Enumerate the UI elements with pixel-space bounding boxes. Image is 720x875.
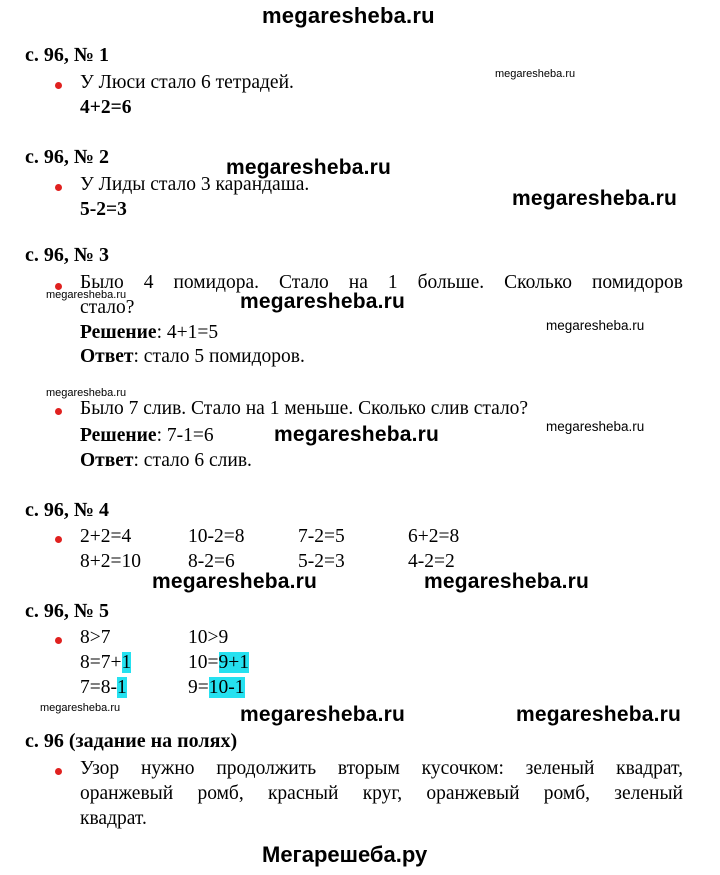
watermark-medium: megaresheba.ru	[546, 419, 645, 434]
section-2-text: У Лиды стало 3 карандаша.	[80, 174, 310, 195]
section-3-problem-2-solution: Решение: 7-1=6	[80, 425, 214, 446]
watermark-big: megaresheba.ru	[512, 187, 678, 210]
comparison-cell: 9=10-1	[188, 677, 245, 698]
equation-cell: 8-2=6	[188, 551, 235, 572]
comparison-cell: 8=7+1	[80, 652, 132, 673]
watermark-big: megaresheba.ru	[240, 290, 406, 313]
highlighted-answer: 1	[117, 677, 127, 698]
comparison-cell: 8>7	[80, 627, 111, 648]
footer-watermark: Мегарешеба.ру	[262, 842, 428, 867]
section-5-heading: с. 96, № 5	[25, 600, 109, 622]
equation-cell: 10-2=8	[188, 526, 245, 547]
watermark-small: megaresheba.ru	[46, 289, 127, 301]
section-3-problem-1-line-2: стало?	[80, 297, 135, 318]
section-1-heading: с. 96, № 1	[25, 44, 109, 66]
watermark-small: megaresheba.ru	[40, 702, 121, 714]
section-4-heading: с. 96, № 4	[25, 499, 109, 521]
highlighted-answer: 10-1	[208, 677, 245, 698]
equation-cell: 6+2=8	[408, 526, 460, 547]
section-6-line-2: оранжевый ромб, красный круг, оранжевый ромб, зеленый	[80, 783, 683, 804]
section-3-problem-1-line: Было 4 помидора. Стало на 1 больше. Сколько помидоров	[80, 272, 683, 293]
section-6-line-3: квадрат.	[80, 808, 147, 829]
watermark-big: megaresheba.ru	[152, 570, 318, 593]
section-6-line-1: Узор нужно продолжить вторым кусочком: зеленый квадрат,	[80, 758, 683, 779]
section-2-equation: 5-2=3	[80, 199, 127, 220]
bullet-icon	[55, 536, 62, 543]
bullet-icon	[55, 408, 62, 415]
section-3-heading: с. 96, № 3	[25, 244, 109, 266]
watermark-big: megaresheba.ru	[424, 570, 590, 593]
bullet-icon	[55, 184, 62, 191]
equation-cell: 5-2=3	[298, 551, 345, 572]
section-3-problem-1-solution: Решение: 4+1=5	[80, 322, 219, 343]
watermark-small: megaresheba.ru	[46, 387, 127, 399]
watermark-small: megaresheba.ru	[495, 68, 576, 80]
watermark-big: megaresheba.ru	[516, 703, 682, 726]
section-2-heading: с. 96, № 2	[25, 146, 109, 168]
bullet-icon	[55, 82, 62, 89]
equation-cell: 4-2=2	[408, 551, 455, 572]
highlighted-answer: 1	[121, 652, 132, 673]
section-3-problem-2-line: Было 7 слив. Стало на 1 меньше. Сколько слив стало?	[80, 398, 529, 419]
section-6-heading: с. 96 (задание на полях)	[25, 730, 238, 752]
highlighted-answer: 9+1	[218, 652, 249, 673]
equation-cell: 7-2=5	[298, 526, 345, 547]
section-3-problem-1-answer: Ответ: стало 5 помидоров.	[80, 346, 305, 367]
comparison-cell: 10>9	[188, 627, 229, 648]
watermark-medium: megaresheba.ru	[546, 318, 645, 333]
equation-cell: 2+2=4	[80, 526, 132, 547]
comparison-cell: 10=9+1	[188, 652, 249, 673]
bullet-icon	[55, 637, 62, 644]
section-3-problem-2-answer: Ответ: стало 6 слив.	[80, 450, 252, 471]
equation-cell: 8+2=10	[80, 551, 141, 572]
top-watermark: megaresheba.ru	[262, 3, 435, 28]
watermark-big: megaresheba.ru	[226, 156, 392, 179]
watermark-big: megaresheba.ru	[240, 703, 406, 726]
section-1-equation: 4+2=6	[80, 97, 132, 118]
section-1-text: У Люси стало 6 тетрадей.	[80, 72, 294, 93]
bullet-icon	[55, 768, 62, 775]
comparison-cell: 7=8-1	[80, 677, 127, 698]
watermark-big: megaresheba.ru	[274, 423, 440, 446]
